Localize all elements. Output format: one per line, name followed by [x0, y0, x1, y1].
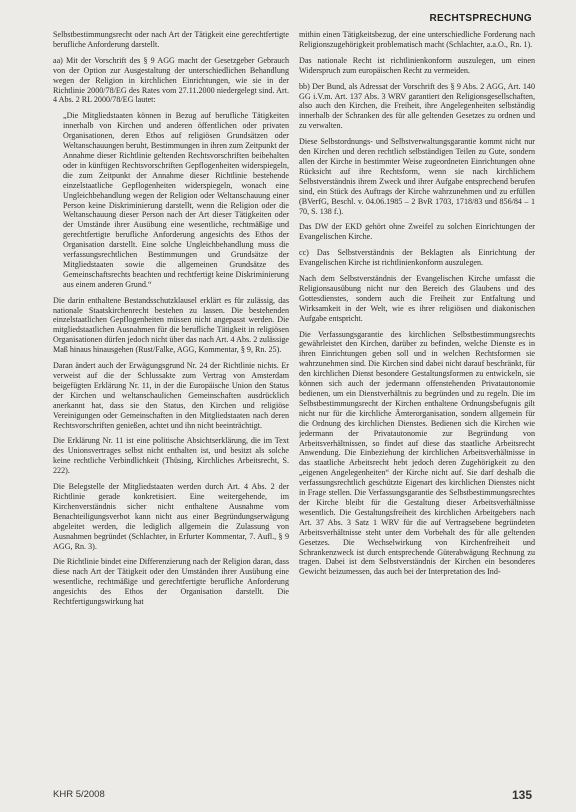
- paragraph: Die darin enthaltene Bestandsschutzklausel erklärt es für zulässig, das nationale Staatskirchenrecht bestehen zu lassen. Die bestehenden einzelstaatlichen Gepflogenheiten müssen nicht angepasst werden. Die mitgliedstaatlichen Ausnahmen für die berufliche Tätigkeit in religiösen Organisationen dürfen jedoch nicht über das nach Art. 4 Abs. 2 zulässige Maß hinaus hinausgehen (Rust/Falke, AGG, Kommentar, § 9, Rn. 25).: [53, 295, 289, 355]
- right-column: [299, 30, 535, 785]
- paragraph: Daran ändert auch der Erwägungsgrund Nr. 24 der Richtlinie nichts. Er verweist auf die der Schlussakte zum Vertrag von Amsterdam beigefügten Erklärung Nr. 11, in der die Europäische Union den Status der Kirchen und weltanschaulichen Gemeinschaften ausdrücklich anerkannt hat, dass sie den Status, den Kirchen und religiöse Vereinigungen oder Gemeinschaften in den Mitgliedstaaten nach deren Rechtsvorschriften genießen, achtet und ihn nicht beeinträchtigt.: [53, 361, 289, 430]
- journal-issue: KHR 5/2008: [53, 789, 105, 800]
- paragraph: Diese Selbstordnungs- und Selbstverwaltungsgarantie kommt nicht nur den Kirchen und deren rechtlich selbständigen Teilen zu Gute, sondern allen der Kirche in bestimmter Weise zugeordneten Einrichtungen ohne Rücksicht auf ihre Rechtsform, wenn sie nach kirchlichem Selbstverständnis ihrem Zweck und ihrer Aufgabe entsprechend berufen sind, ein Stück des Auftrags der Kirche wahrzunehmen und zu erfüllen (BVerfG, Beschl. v. 04.06.1985 – 2 BvR 1703, 1718/83 und 856/84 – 1 70, S. 138 f.).: [299, 137, 535, 216]
- paragraph: Die Erklärung Nr. 11 ist eine politische Absichtserklärung, die im Text des Unionsvertrages selbst nicht enthalten ist, und besitzt als solche keine rechtliche Verbindlichkeit (Thüsing, Kirchliches Arbeitsrecht, S. 222).: [53, 436, 289, 476]
- paragraph: cc) Das Selbstverständnis der Beklagten als Einrichtung der Evangelischen Kirche ist richtlinienkonform auszulegen.: [299, 248, 535, 268]
- page-number: 135: [511, 788, 532, 802]
- paragraph: bb) Der Bund, als Adressat der Vorschrift des § 9 Abs. 2 AGG, Art. 140 GG i.V.m. Art. 137 Abs. 3 WRV garantiert den Religionsgesellschaften, also auch den Kirchen, die Freiheit, ihre Angelegenheiten selbständig innerhalb der Schranken des für alle geltenden Gesetzes zu ordnen und zu verwalten.: [299, 81, 535, 131]
- paragraph: Das nationale Recht ist richtlinienkonform auszulegen, um einen Widerspruch zum europäischen Recht zu vermeiden.: [299, 55, 535, 75]
- paragraph: Die Verfassungsgarantie des kirchlichen Selbstbestimmungsrechts gewährleistet den Kirchen, darüber zu befinden, welche Dienste es in ihren Einrichtungen geben soll und in welchen Rechtsformen sie wahrzunehmen sind. Die Kirchen sind dabei nicht darauf beschränkt, für den kirchlichen Dienst besondere Gestaltungsformen zu entwickeln, sie können sich auch der jedermann offenstehenden Privatautonomie bedienen, um ein Dienstverhältnis zu begründen und zu regeln. Die im Selbstbestimmungsrecht der Kirchen enthaltene Ordnungsbefugnis gilt nicht nur für die kirchliche Ämterorganisation, sondern allgemein für die Ordnung des kirchlichen Dienstes. Bedienen sich die Kirchen wie jedermann der Privatautonomie zur Begründung von Arbeitsverhältnissen, so findet auf diese das staatliche Arbeitsrecht Anwendung. Die Einbeziehung der kirchlichen Arbeitsverhältnisse in das staatliche Arbeitsrecht hebt jedoch deren Zugehörigkeit zu den „eigenen Angelegenheiten“ der Kirche nicht auf. Sie darf deshalb die verfassungsrechtlich geschützte Eigenart des kirchlichen Dienstes nicht in Frage stellen. Die Verfassungsgarantie des Selbstbestimmungsrechtes der Kirche bleibt für die Gestaltung dieser Arbeitsverhältnisse wesentlich. Die Gestaltungsfreiheit des kirchlichen Arbeitgebers nach Art. 37 Abs. 3 Satz 1 WRV für die auf Vertragsebene begründeten Arbeitsverhältnisse steht unter dem Vorbehalt des für alle geltenden Gesetzes. Die Wechselwirkung von Kirchenfreiheit und Schrankenzweck ist durch entsprechende Güterabwägung Rechnung zu tragen. Dabei ist dem Selbstverständnis der Kirchen ein besonderes Gewicht beizumessen, das auch bei der Interpretation des Ind-: [299, 329, 535, 577]
- paragraph: Nach dem Selbstverständnis der Evangelischen Kirche umfasst die Religionsausübung nicht nur den Bereich des Glaubens und des Gottesdienstes, sondern auch die Freiheit zur Entfaltung und Wirksamkeit in der Welt, wie es ihrer religiösen und diakonischen Aufgabe entspricht.: [299, 274, 535, 323]
- quote-paragraph: „Die Mitgliedstaaten können in Bezug auf berufliche Tätigkeiten innerhalb von Kirchen und anderen öffentlichen oder privaten Organisationen, deren Ethos auf religiösen Grundsätzen oder Weltanschauungen beruht, Bestimmungen in ihren zum Zeitpunkt der Annahme dieser Richtlinie geltenden Rechtsvorschriften beibehalten oder in künftigen Rechtsvorschriften Gepflogenheiten widerspiegeln, die zum Zeitpunkt der Annahme dieser Richtlinie bestehende einzelstaatliche Gepflogenheiten widerspiegeln, wonach eine Ungleichbehandlung wegen der Religion oder Weltanschauung einer Person keine Diskriminierung darstellt, wenn die Religion oder die Weltanschauung dieser Person nach der Art dieser Tätigkeiten oder der Umstände ihrer Ausübung eine wesentliche, rechtmäßige und gerechtfertigte berufliche Anforderung angesichts des Ethos der Organisation darstellt. Eine solche Ungleichbehandlung muss die verfassungsrechtlichen Bestimmungen und Grundsätze der Mitgliedstaaten sowie die allgemeinen Grundsätze des Gemeinschaftsrechts beachten und rechtfertigt keine Diskriminierung aus einem anderen Grund.“: [63, 111, 289, 289]
- paragraph: Das DW der EKD gehört ohne Zweifel zu solchen Einrichtungen der Evangelischen Kirche.: [299, 222, 535, 242]
- paragraph: aa) Mit der Vorschrift des § 9 AGG macht der Gesetzgeber Gebrauch von der Option zur Ausgestaltung der unterschiedlichen Behandlung wegen der Religion in kirchlichen Einrichtungen, wie sie in der Richtlinie 2000/78/EG des Rates vom 27.11.2000 niedergelegt sind. Art. 4 Abs. 2 RL 2000/78/EG lautet:: [53, 55, 289, 105]
- paragraph: Die Belegstelle der Mitgliedstaaten werden durch Art. 4 Abs. 2 der Richtlinie gerade konkretisiert. Eine weitergehende, im Kirchenverständnis sicher nicht enthaltene Ausnahme vom Benachteiligungsverbot kann nicht aus einer Begründungserwägung abgeleitet werden, die lediglich allgemein die Zulassung von Ausnahmen begründet (Schlachter, in Erfurter Kommentar, 7. Aufl., § 9 AGG, Rn. 3).: [53, 482, 289, 551]
- paragraph: Selbstbestimmungsrecht oder nach Art der Tätigkeit eine gerechtfertigte berufliche Anforderung darstellt.: [53, 30, 289, 49]
- paragraph: Die Richtlinie bindet eine Differenzierung nach der Religion daran, dass diese nach Art der Tätigkeit oder den Umständen ihrer Ausübung eine wesentliche, rechtmäßige und gerechtfertigte berufliche Anforderung angesichts des Ethos der Organisation darstellt. Die Rechtfertigungswirkung hat: [53, 557, 289, 607]
- section-header: RECHTSPRECHUNG: [429, 13, 532, 24]
- paragraph: mithin einen Tätigkeitsbezug, der eine unterschiedliche Forderung nach Religionszugehörigkeit problematisch macht (Schlachter, a.a.O., Rn. 1).: [299, 30, 535, 49]
- left-column: [53, 30, 289, 785]
